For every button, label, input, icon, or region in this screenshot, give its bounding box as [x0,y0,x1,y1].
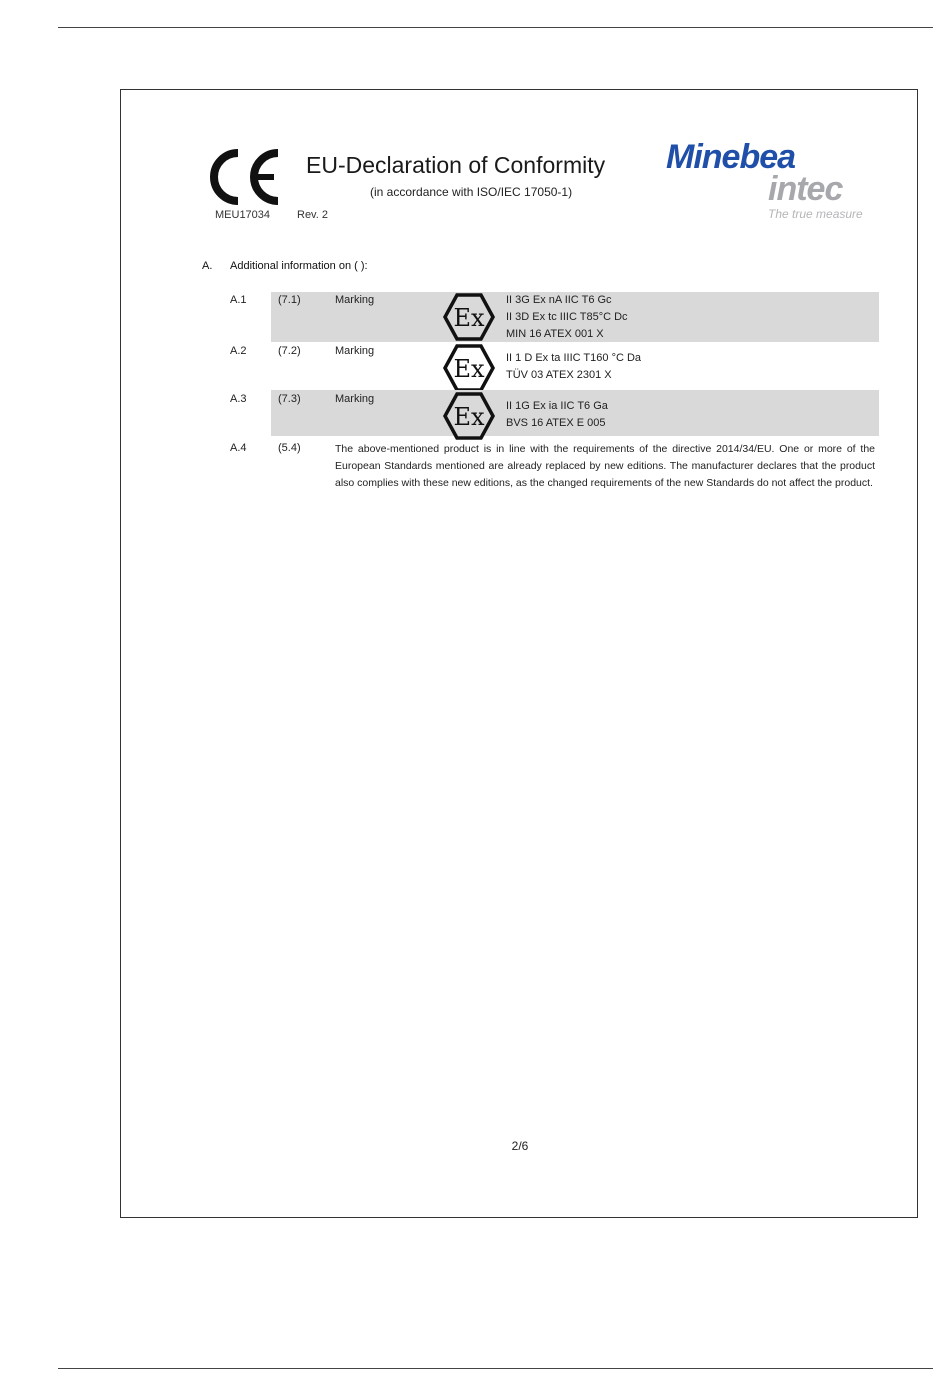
revision-label: Rev. 2 [297,209,328,221]
ex-hexagon-icon [443,344,495,392]
marking-line: TÜV 03 ATEX 2301 X [506,369,612,381]
marking-line: BVS 16 ATEX E 005 [506,417,606,429]
ce-mark-icon [204,146,282,208]
svg-text:Ex: Ex [453,355,485,383]
marking-line: II 3G Ex nA IIC T6 Gc [506,294,612,306]
svg-text:Ex: Ex [453,403,485,431]
top-rule [58,27,933,28]
section-title: Additional information on ( ): [230,260,368,272]
note-ref: (5.4) [278,442,301,454]
note-text: The above-mentioned product is in line with the requirements of the directive 2014/34/EU. One or more of the European Standards mentioned are already replaced by new editions. The manufacturer declares that the product also complies with these new editions, as the changed requirements of the new Standards do not affect the product. [335,443,875,489]
marking-line: II 3D Ex tc IIIC T85°C Dc [506,311,628,323]
row-label: Marking [335,393,375,405]
page-frame [120,89,918,1218]
row-label: Marking [335,345,375,357]
ex-hexagon-icon [443,392,495,440]
row-ref: (7.3) [278,393,301,405]
section-letter: A. [202,260,213,272]
svg-text:Ex: Ex [453,304,485,332]
row-ref: (7.2) [278,345,301,357]
document-title: EU-Declaration of Conformity [306,152,606,178]
marking-line: II 1 D Ex ta IIIC T160 °C Da [506,352,642,364]
logo-minebea: Minebea [666,138,796,176]
ex-hexagon-icon [443,293,495,341]
marking-line: II 1G Ex ia IIC T6 Ga [506,400,608,412]
bottom-rule [58,1368,933,1369]
row-label: Marking [335,294,375,306]
row-id: A.2 [230,345,247,357]
marking-line: MIN 16 ATEX 001 X [506,328,604,340]
note-id: A.4 [230,442,247,454]
row-id: A.1 [230,294,247,306]
page-number: 2/6 [511,1139,529,1153]
row-id: A.3 [230,393,247,405]
row-ref: (7.1) [278,294,301,306]
logo-tagline: The true measure [768,207,863,221]
document-id: MEU17034 [215,209,271,221]
logo-intec: intec [768,170,843,208]
document-subtitle: (in accordance with ISO/IEC 17050-1) [370,185,573,199]
